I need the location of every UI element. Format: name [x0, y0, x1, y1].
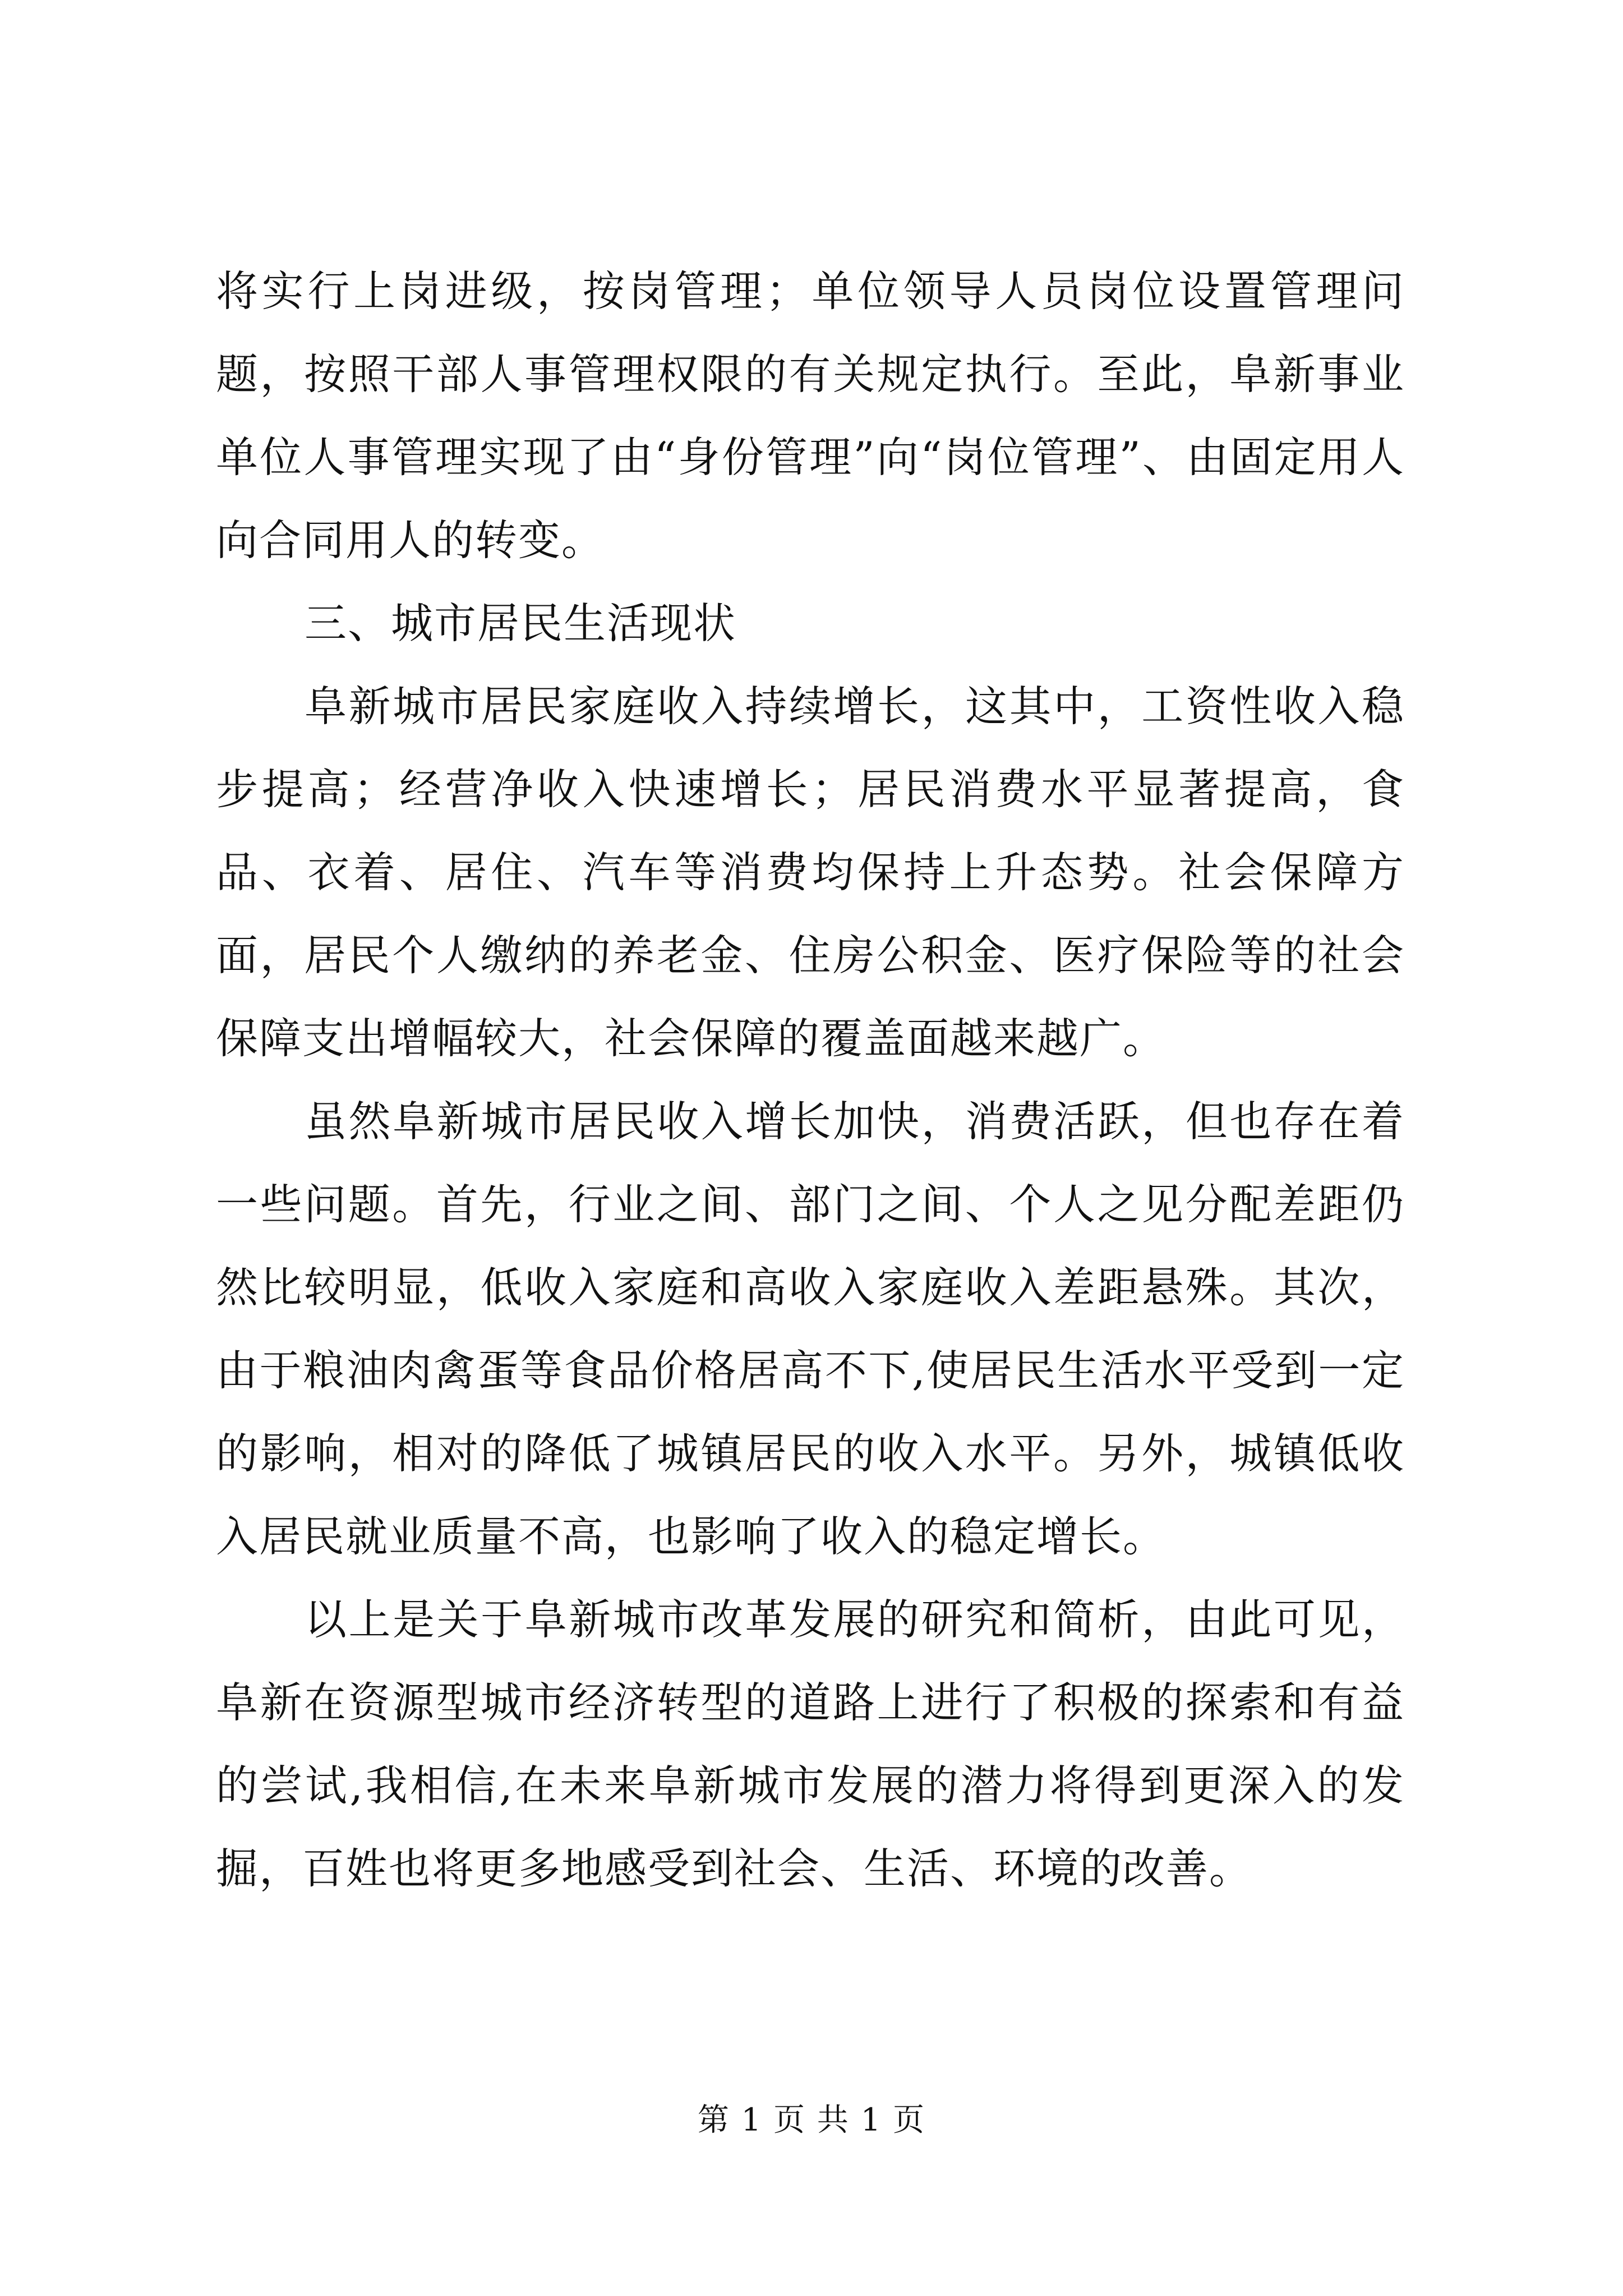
section-heading: 三、城市居民生活现状: [305, 599, 737, 648]
paragraph-income: 阜新城市居民家庭收入持续增长，这其中，工资性收入稳步提高；经营净收入快速增长；居民消费水平显著提高，食品、衣着、居住、汽车等消费均保持上升态势。社会保障方面，居民个人缴纳的养老金、住房公积金、医疗保险等的社会保障支出增幅较大，社会保障的覆盖面越来越广。: [216, 682, 1405, 1063]
page-footer: 第 1 页 共 1 页: [697, 2102, 926, 2138]
paragraph-conclusion: 以上是关于阜新城市改革发展的研究和简析，由此可见，阜新在资源型城市经济转型的道路上进行了积极的探索和有益的尝试,我相信,在未来阜新城市发展的潜力将得到更深入的发掘，百姓也将更多地感受到社会、生活、环境的改善。: [216, 1595, 1405, 1893]
document-body: [216, 250, 1405, 1910]
paragraph-problems: 虽然阜新城市居民收入增长加快，消费活跃，但也存在着一些问题。首先，行业之间、部门之间、个人之见分配差距仍然比较明显，低收入家庭和高收入家庭收入差距悬殊。其次，由于粮油肉禽蛋等食品价格居高不下,使居民生活水平受到一定的影响，相对的降低了城镇居民的收入水平。另外，城镇低收入居民就业质量不高，也影响了收入的稳定增长。: [216, 1097, 1405, 1561]
paragraph-continuation: 将实行上岗进级，按岗管理；单位领导人员岗位设置管理问题，按照干部人事管理权限的有关规定执行。至此，阜新事业单位人事管理实现了由“身份管理”向“岗位管理”、由固定用人向合同用人的转变。: [216, 266, 1405, 565]
